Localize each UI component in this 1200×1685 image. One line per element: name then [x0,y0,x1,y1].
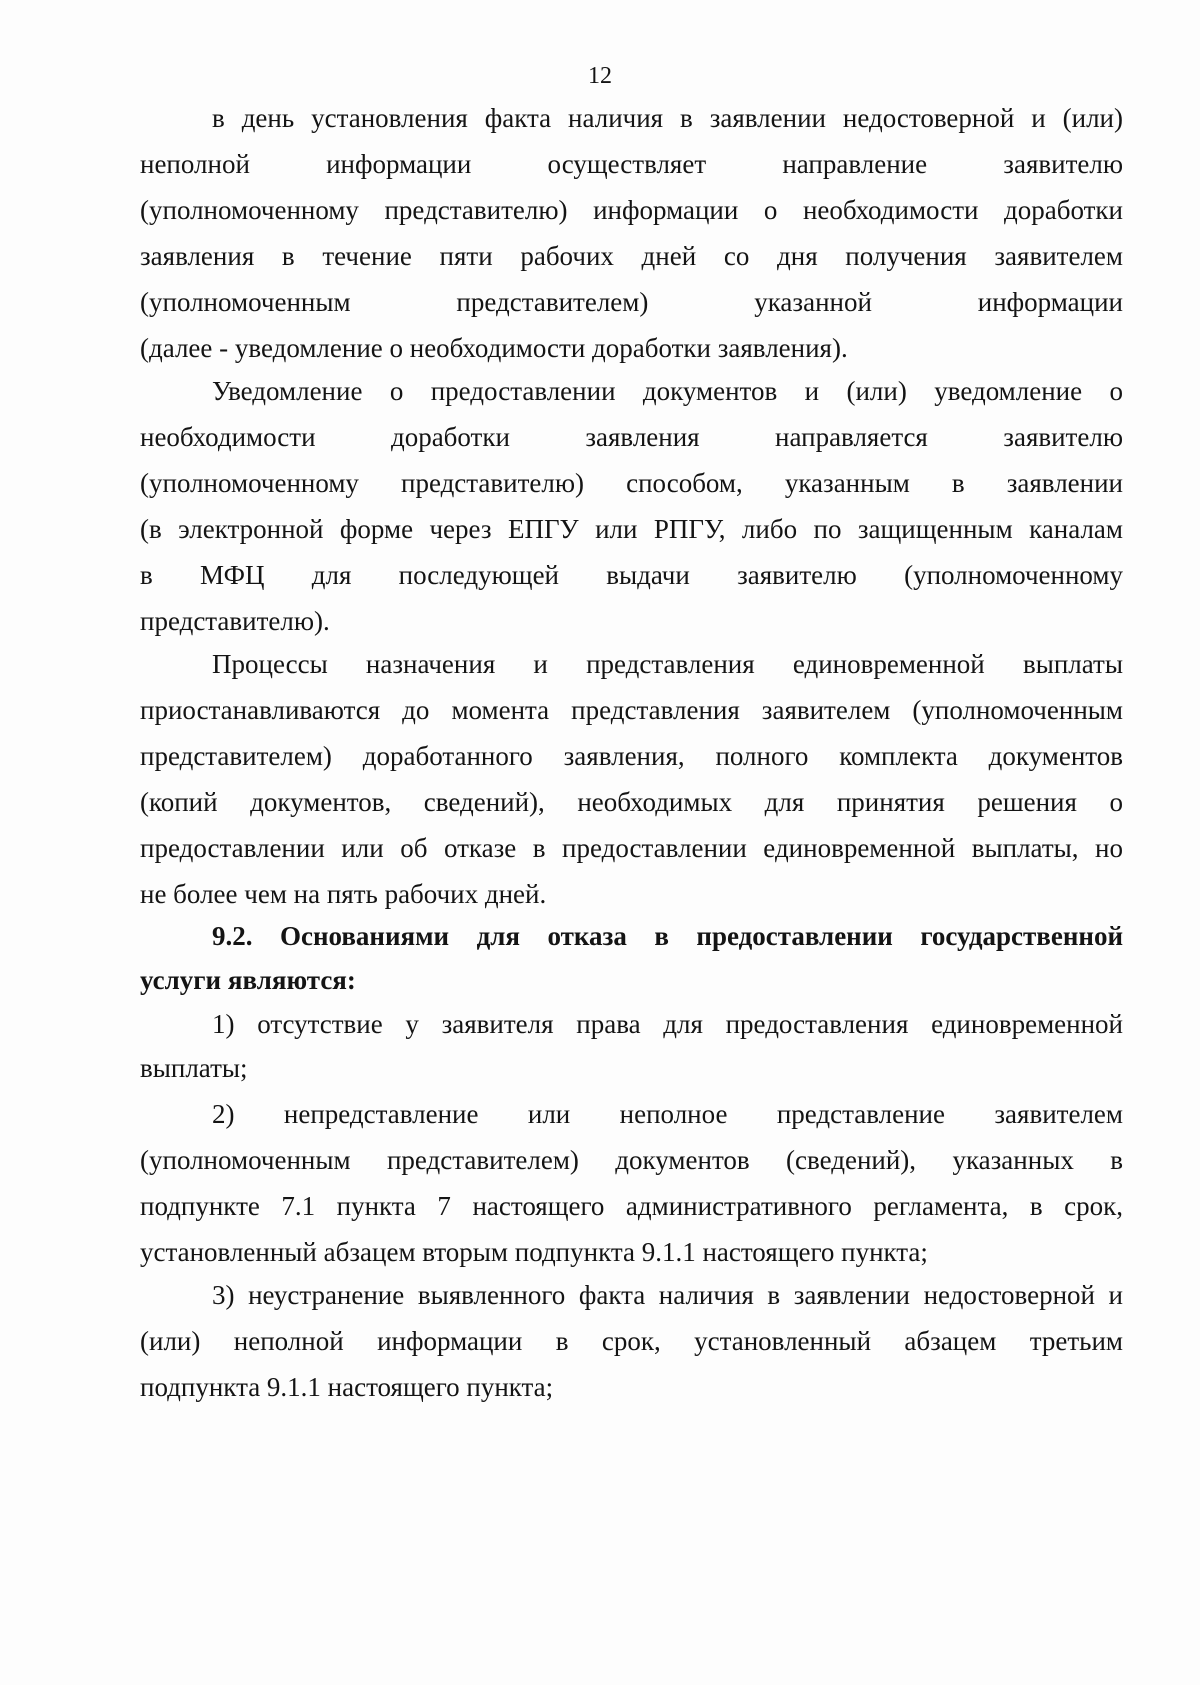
text-line: 3) неустранение выявленного факта наличия в заявлении недостоверной и [212,1280,1123,1310]
text-line: (уполномоченному представителю) способом, указанным в заявлении [140,468,1123,498]
page-number: 12 [588,63,612,89]
text-line: представителем) доработанного заявления, полного комплекта документов [140,741,1123,771]
text-line: не более чем на пять рабочих дней. [140,879,547,909]
text-line: 9.2. Основаниями для отказа в предоставлении государственной [212,921,1123,951]
text-line: (уполномоченному представителю) информации о необходимости доработки [140,195,1123,225]
text-line: (уполномоченным представителем) документов (сведений), указанных в [140,1145,1123,1175]
text-line: Процессы назначения и представления единовременной выплаты [212,649,1123,679]
text-line: заявления в течение пяти рабочих дней со дня получения заявителем [140,241,1123,271]
text-line: 1) отсутствие у заявителя права для предоставления единовременной [212,1009,1123,1039]
text-line: выплаты; [140,1053,248,1083]
text-line: подпункта 9.1.1 настоящего пункта; [140,1372,554,1402]
text-line: неполной информации осуществляет направление заявителю [140,149,1123,179]
text-line: (далее - уведомление о необходимости доработки заявления). [140,333,848,363]
text-line: в день установления факта наличия в заявлении недостоверной и (или) [212,103,1123,133]
text-line: (уполномоченным представителем) указанной информации [140,287,1123,317]
text-line: необходимости доработки заявления направляется заявителю [140,422,1123,452]
text-line: предоставлении или об отказе в предоставлении единовременной выплаты, но [140,833,1123,863]
text-line: подпункте 7.1 пункта 7 настоящего административного регламента, в срок, [140,1191,1123,1221]
text-line: услуги являются: [140,965,356,995]
text-line: приостанавливаются до момента представления заявителем (уполномоченным [140,695,1123,725]
text-line: 2) непредставление или неполное представление заявителем [212,1099,1123,1129]
text-line: установленный абзацем вторым подпункта 9.1.1 настоящего пункта; [140,1237,928,1267]
text-line: Уведомление о предоставлении документов и (или) уведомление о [212,376,1123,406]
text-line: представителю). [140,606,330,636]
text-line: в МФЦ для последующей выдачи заявителю (уполномоченному [140,560,1123,590]
text-line: (или) неполной информации в срок, установленный абзацем третьим [140,1326,1123,1356]
text-line: (в электронной форме через ЕПГУ или РПГУ, либо по защищенным каналам [140,514,1123,544]
text-line: (копий документов, сведений), необходимых для принятия решения о [140,787,1123,817]
